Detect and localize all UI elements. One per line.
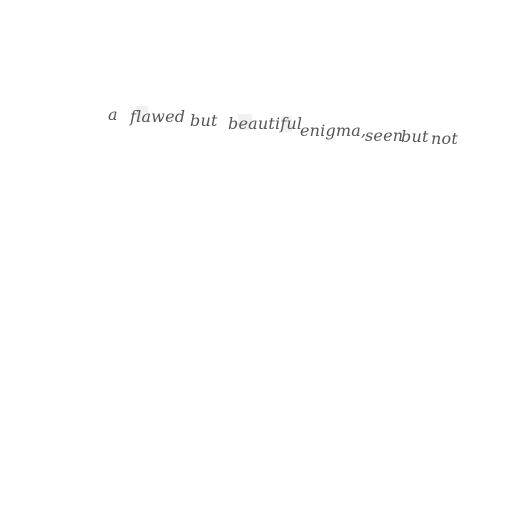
word: beautiful xyxy=(228,114,303,133)
word: a xyxy=(108,105,118,124)
word: not xyxy=(431,129,458,148)
word: enigma, xyxy=(300,121,367,140)
word: seen xyxy=(365,126,404,145)
word: but xyxy=(190,111,218,130)
handwritten-line xyxy=(108,104,468,152)
word: flawed xyxy=(130,107,186,126)
word: but xyxy=(401,127,429,146)
